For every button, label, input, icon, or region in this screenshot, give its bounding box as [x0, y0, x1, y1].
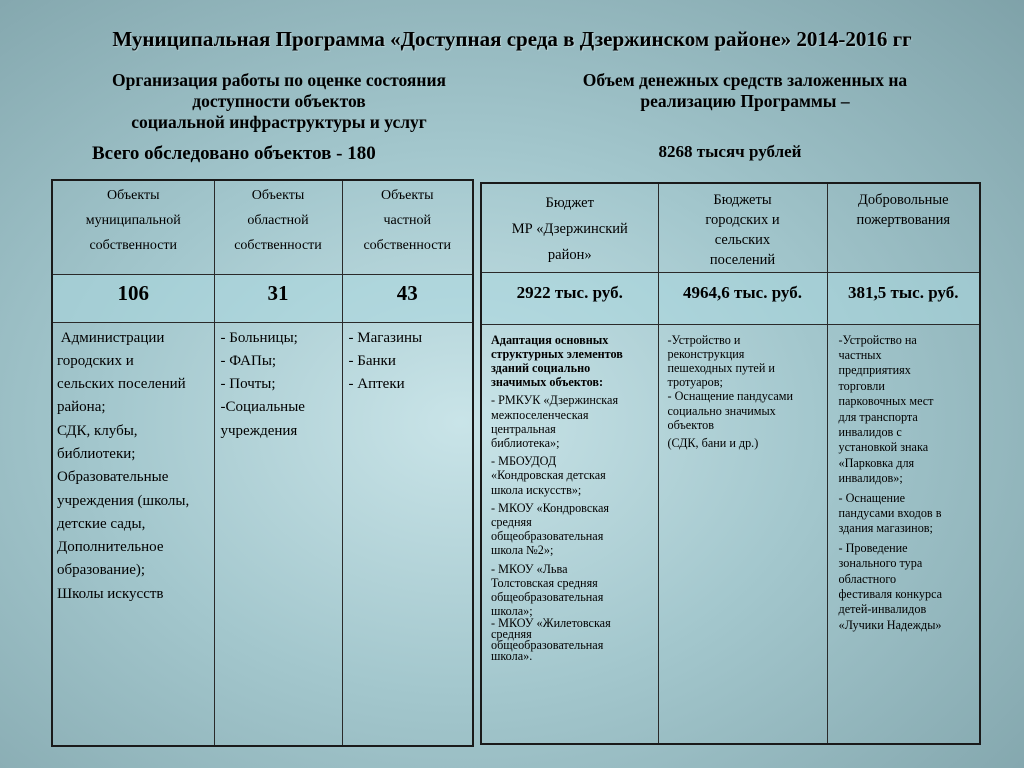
- list-item: - Больницы;: [220, 329, 298, 346]
- header-line: частной: [383, 213, 432, 228]
- list-item: учреждения (школы,: [57, 492, 190, 509]
- list-item: - Оснащение пандусами: [667, 389, 793, 404]
- list-item: городских и: [57, 352, 134, 369]
- list-item: средняя: [491, 627, 532, 642]
- count-regional: 31: [214, 274, 342, 322]
- list-private: [342, 322, 473, 746]
- value-settlement-budgets: 4964,6 тыс. руб.: [658, 272, 827, 324]
- header-line: собственности: [89, 238, 178, 253]
- list-item: социально значимых: [667, 403, 776, 418]
- left-heading-line: доступности объектов: [192, 91, 366, 111]
- header-line: Добровольные: [857, 192, 949, 208]
- page-title: Муниципальная Программа «Доступная среда в Дзержинском районе» 2014-2016 гг: [112, 27, 912, 51]
- header-line: муниципальной: [85, 213, 181, 228]
- header-line: городских и: [705, 212, 780, 228]
- funding-table: [480, 182, 981, 745]
- header-line: Объекты: [251, 188, 305, 203]
- count-municipal: 106: [52, 274, 214, 322]
- list-item: учреждения: [220, 422, 298, 439]
- list-item: общеобразовательная: [491, 529, 604, 544]
- list-item: СДК, клубы,: [57, 422, 138, 439]
- list-item: - Проведение: [838, 540, 908, 555]
- list-item: торговли: [838, 378, 885, 393]
- list-item: инвалидов с: [838, 424, 902, 439]
- list-item: средняя: [491, 514, 532, 529]
- list-municipal: [52, 322, 214, 746]
- right-heading-line: Объем денежных средств заложенных на: [582, 70, 908, 90]
- list-item: общеобразовательная: [491, 589, 604, 604]
- list-item: образование);: [57, 562, 146, 579]
- list-item: Образовательные: [57, 469, 169, 486]
- list-regional: [214, 322, 342, 746]
- list-item: - Оснащение: [838, 490, 905, 505]
- list-item: школа искусств»;: [491, 482, 582, 497]
- list-item: Толстовская средняя: [491, 575, 598, 590]
- total-surveyed: Всего обследовано объектов - 180: [92, 143, 376, 164]
- list-item: Администрации: [57, 329, 165, 346]
- list-item: библиотеки;: [57, 445, 136, 462]
- list-item: центральная: [491, 421, 556, 436]
- header-line: МР «Дзержинский: [511, 221, 628, 237]
- list-item: - ФАПы;: [220, 352, 277, 369]
- list-item: сельских поселений: [57, 376, 186, 393]
- objects-table: [51, 179, 474, 747]
- header-private: [342, 180, 473, 274]
- list-item: - Магазины: [348, 329, 423, 346]
- header-municipal: [52, 180, 214, 274]
- list-item: «Кондровская детская: [491, 468, 606, 483]
- list-item: пешеходных путей и: [667, 360, 775, 375]
- list-item: фестиваля конкурса: [838, 587, 943, 601]
- count-private: 43: [342, 274, 473, 322]
- list-item: пандусами входов в: [838, 505, 942, 520]
- list-item: - МКОУ «Жилетовская: [491, 616, 611, 631]
- list-item: школа №2»;: [491, 543, 554, 558]
- list-item: - МКОУ «Льва: [491, 561, 568, 576]
- list-item: инвалидов»;: [838, 471, 903, 486]
- right-heading-line: реализацию Программы –: [640, 91, 850, 111]
- list-item: (СДК, бани и др.): [667, 435, 759, 450]
- header-donations: [827, 183, 980, 272]
- list-item: межпоселенческая: [491, 407, 589, 422]
- list-item: здания магазинов;: [838, 521, 933, 536]
- list-item: Адаптация основных: [491, 332, 609, 347]
- header-line: район»: [547, 247, 592, 263]
- list-item: школа»;: [491, 604, 533, 619]
- list-item: района;: [57, 399, 106, 416]
- list-item: областного: [838, 571, 897, 586]
- header-line: собственности: [363, 238, 452, 253]
- header-line: Объекты: [107, 188, 160, 203]
- list-item: общеобразовательная: [491, 638, 604, 653]
- list-item: частных: [838, 347, 882, 362]
- list-item: Дополнительное: [57, 539, 164, 556]
- list-item: тротуаров;: [667, 375, 723, 390]
- left-heading: [58, 70, 500, 133]
- list-item: зданий социально: [491, 360, 591, 375]
- list-item: «Лучики Надежды»: [838, 617, 942, 632]
- header-district-budget: [481, 183, 658, 272]
- total-amount: 8268 тысяч рублей: [658, 142, 802, 161]
- list-item: парковочных мест: [838, 394, 934, 409]
- list-item: детей-инвалидов: [838, 602, 927, 617]
- list-settlement-budgets: [658, 324, 827, 744]
- header-line: сельских: [714, 232, 771, 248]
- header-settlement-budgets: [658, 183, 827, 272]
- list-item: - Почты;: [220, 376, 276, 393]
- list-item: Школы искусств: [57, 585, 164, 602]
- list-item: - Аптеки: [348, 376, 405, 393]
- list-item: - МКОУ «Кондровская: [491, 500, 610, 515]
- list-item: предприятиях: [838, 363, 911, 378]
- list-donations: [827, 324, 980, 744]
- list-item: для транспорта: [838, 409, 918, 424]
- list-item: зонального тура: [838, 556, 923, 571]
- header-line: Объекты: [381, 188, 434, 203]
- value-district-budget: 2922 тыс. руб.: [481, 272, 658, 324]
- list-item: - РМКУК «Дзержинская: [491, 393, 619, 408]
- list-item: - Банки: [348, 352, 396, 369]
- list-item: библиотека»;: [491, 435, 560, 450]
- value-donations: 381,5 тыс. руб.: [827, 272, 980, 324]
- list-item: -Устройство и: [667, 332, 741, 347]
- right-heading: [535, 70, 955, 112]
- header-line: поселений: [709, 252, 776, 268]
- list-item: детские сады,: [57, 515, 146, 532]
- left-heading-line: Организация работы по оценке состояния: [111, 70, 446, 90]
- header-line: областной: [247, 213, 309, 228]
- list-item: «Парковка для: [838, 455, 915, 470]
- list-item: структурных элементов: [491, 346, 623, 361]
- list-item: -Социальные: [220, 399, 305, 416]
- header-regional: [214, 180, 342, 274]
- list-item: значимых объектов:: [491, 375, 604, 390]
- list-item: - МБОУДОД: [491, 454, 557, 469]
- list-item: объектов: [667, 417, 714, 432]
- header-line: Бюджет: [545, 195, 594, 211]
- list-item: школа».: [491, 649, 533, 664]
- header-line: собственности: [234, 238, 322, 253]
- list-district-budget: [481, 324, 658, 744]
- header-line: Бюджеты: [713, 192, 772, 208]
- list-item: -Устройство на: [838, 332, 917, 347]
- list-item: установкой знака: [838, 440, 929, 455]
- list-item: реконструкция: [667, 346, 745, 361]
- left-heading-line: социальной инфраструктуры и услуг: [131, 112, 427, 132]
- header-line: пожертвования: [856, 212, 951, 228]
